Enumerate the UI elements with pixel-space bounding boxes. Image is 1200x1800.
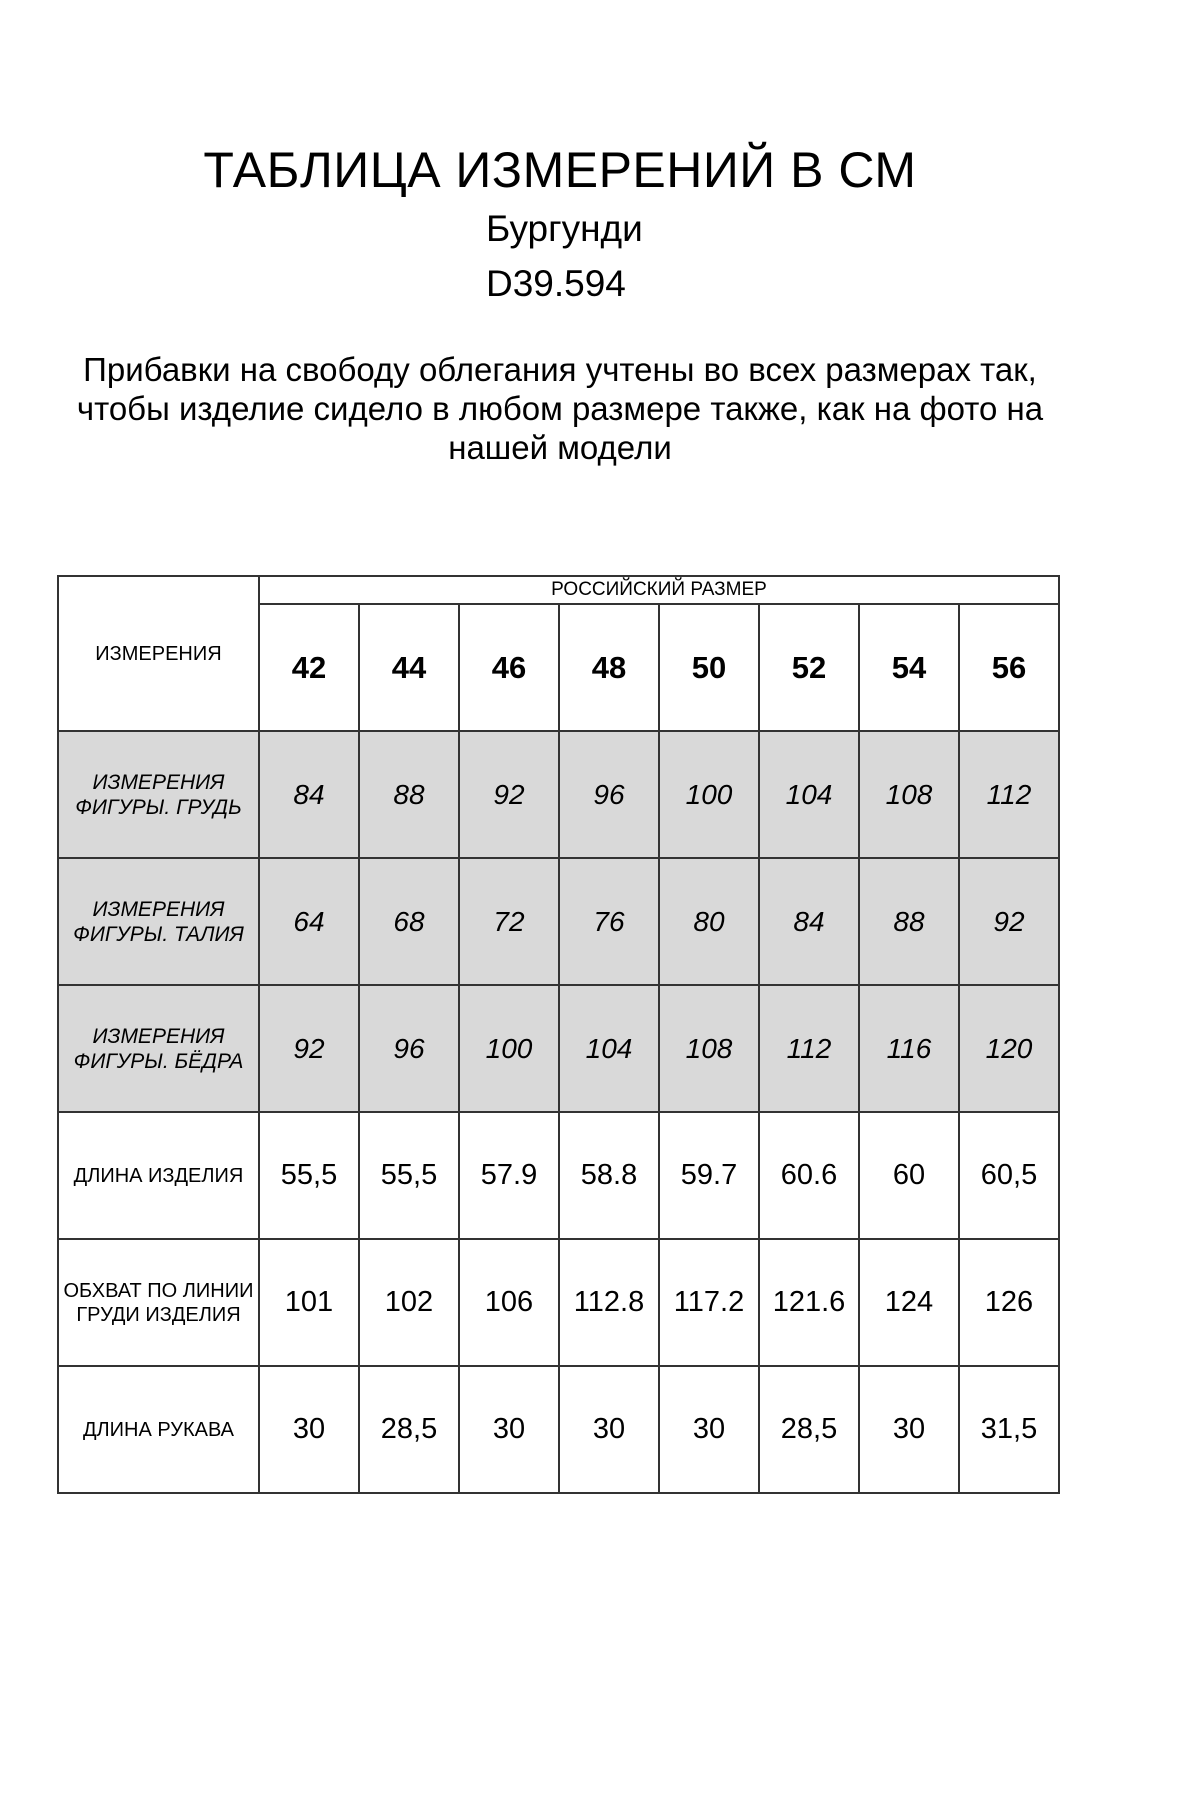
size-cell: 52 xyxy=(759,604,859,731)
table-cell: 88 xyxy=(359,731,459,858)
row-label: ИЗМЕРЕНИЯ ФИГУРЫ. БЁДРА xyxy=(58,985,259,1112)
article-number: D39.594 xyxy=(486,263,626,304)
table-cell: 28,5 xyxy=(759,1366,859,1493)
size-cell: 54 xyxy=(859,604,959,731)
table-cell: 72 xyxy=(459,858,559,985)
table-row xyxy=(58,858,1059,985)
table-cell: 124 xyxy=(859,1239,959,1366)
table-row xyxy=(58,985,1059,1112)
table-row xyxy=(58,1239,1059,1366)
table-cell: 106 xyxy=(459,1239,559,1366)
size-cell: 56 xyxy=(959,604,1059,731)
table-cell: 92 xyxy=(259,985,359,1112)
size-cell: 50 xyxy=(659,604,759,731)
table-cell: 112 xyxy=(959,731,1059,858)
table-cell: 96 xyxy=(359,985,459,1112)
table-cell: 108 xyxy=(659,985,759,1112)
table-cell: 121.6 xyxy=(759,1239,859,1366)
table-cell: 58.8 xyxy=(559,1112,659,1239)
table-cell: 30 xyxy=(659,1366,759,1493)
table-cell: 120 xyxy=(959,985,1059,1112)
size-cell: 42 xyxy=(259,604,359,731)
table-cell: 59.7 xyxy=(659,1112,759,1239)
table-cell: 126 xyxy=(959,1239,1059,1366)
table-cell: 57.9 xyxy=(459,1112,559,1239)
table-row xyxy=(58,731,1059,858)
table-cell: 60 xyxy=(859,1112,959,1239)
table-cell: 30 xyxy=(459,1366,559,1493)
table-cell: 60,5 xyxy=(959,1112,1059,1239)
table-row xyxy=(58,1366,1059,1493)
table-cell: 30 xyxy=(859,1366,959,1493)
table-cell: 96 xyxy=(559,731,659,858)
size-cell: 44 xyxy=(359,604,459,731)
table-cell: 55,5 xyxy=(259,1112,359,1239)
table-cell: 60.6 xyxy=(759,1112,859,1239)
table-cell: 76 xyxy=(559,858,659,985)
table-cell: 108 xyxy=(859,731,959,858)
row-label: ИЗМЕРЕНИЯ ФИГУРЫ. ГРУДЬ xyxy=(58,731,259,858)
table-cell: 68 xyxy=(359,858,459,985)
table-cell: 28,5 xyxy=(359,1366,459,1493)
table-cell: 116 xyxy=(859,985,959,1112)
size-cell: 46 xyxy=(459,604,559,731)
table-cell: 112.8 xyxy=(559,1239,659,1366)
size-header-row xyxy=(58,576,1059,604)
table-cell: 88 xyxy=(859,858,959,985)
measurements-header: ИЗМЕРЕНИЯ xyxy=(58,576,259,731)
table-row xyxy=(58,1112,1059,1239)
table-cell: 112 xyxy=(759,985,859,1112)
row-label: ОБХВАТ ПО ЛИНИИ ГРУДИ ИЗДЕЛИЯ xyxy=(58,1239,259,1366)
row-label: ИЗМЕРЕНИЯ ФИГУРЫ. ТАЛИЯ xyxy=(58,858,259,985)
table-cell: 117.2 xyxy=(659,1239,759,1366)
size-table xyxy=(57,575,1060,1494)
table-cell: 104 xyxy=(559,985,659,1112)
table-cell: 100 xyxy=(659,731,759,858)
size-group-header: РОССИЙСКИЙ РАЗМЕР xyxy=(259,576,1059,604)
table-cell: 84 xyxy=(759,858,859,985)
table-cell: 55,5 xyxy=(359,1112,459,1239)
table-cell: 92 xyxy=(959,858,1059,985)
table-cell: 92 xyxy=(459,731,559,858)
table-cell: 31,5 xyxy=(959,1366,1059,1493)
table-cell: 64 xyxy=(259,858,359,985)
table-cell: 30 xyxy=(559,1366,659,1493)
table-cell: 84 xyxy=(259,731,359,858)
table-cell: 101 xyxy=(259,1239,359,1366)
table-cell: 102 xyxy=(359,1239,459,1366)
color-name: Бургунди xyxy=(486,208,643,249)
table-cell: 104 xyxy=(759,731,859,858)
fit-note: Прибавки на свободу облегания учтены во всех размерах так, чтобы изделие сидело в любом размере также, как на фото на нашей модели xyxy=(76,351,1044,466)
table-cell: 30 xyxy=(259,1366,359,1493)
page-title: ТАБЛИЦА ИЗМЕРЕНИЙ В СМ xyxy=(203,142,917,198)
row-label: ДЛИНА ИЗДЕЛИЯ xyxy=(58,1112,259,1239)
row-label: ДЛИНА РУКАВА xyxy=(58,1366,259,1493)
table-cell: 100 xyxy=(459,985,559,1112)
size-cell: 48 xyxy=(559,604,659,731)
table-cell: 80 xyxy=(659,858,759,985)
